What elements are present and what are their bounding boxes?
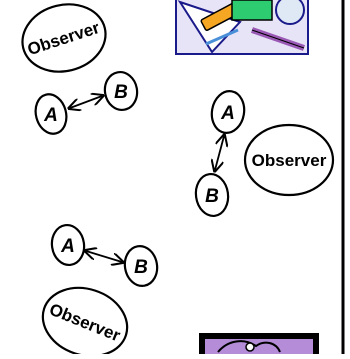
node-a-label: A: [221, 103, 235, 124]
purple-clipart: [199, 333, 319, 354]
observer-label: Observer: [251, 151, 327, 170]
node-b-label: B: [114, 82, 128, 103]
observer-label: Observer: [46, 299, 123, 346]
double-arrow: [215, 136, 224, 170]
double-arrow: [86, 251, 122, 262]
node-a-label: A: [61, 236, 75, 257]
node-a-label: A: [44, 105, 58, 126]
scene-top-left: [15, 0, 140, 137]
node-b-label: B: [205, 186, 219, 207]
scene-right: [193, 89, 333, 218]
observer-label: Observer: [25, 18, 102, 60]
node-b-label: B: [134, 257, 148, 278]
drafting-tools-clipart: [176, 0, 308, 54]
scene-bottom-left: [34, 223, 160, 354]
double-arrow: [70, 96, 102, 108]
